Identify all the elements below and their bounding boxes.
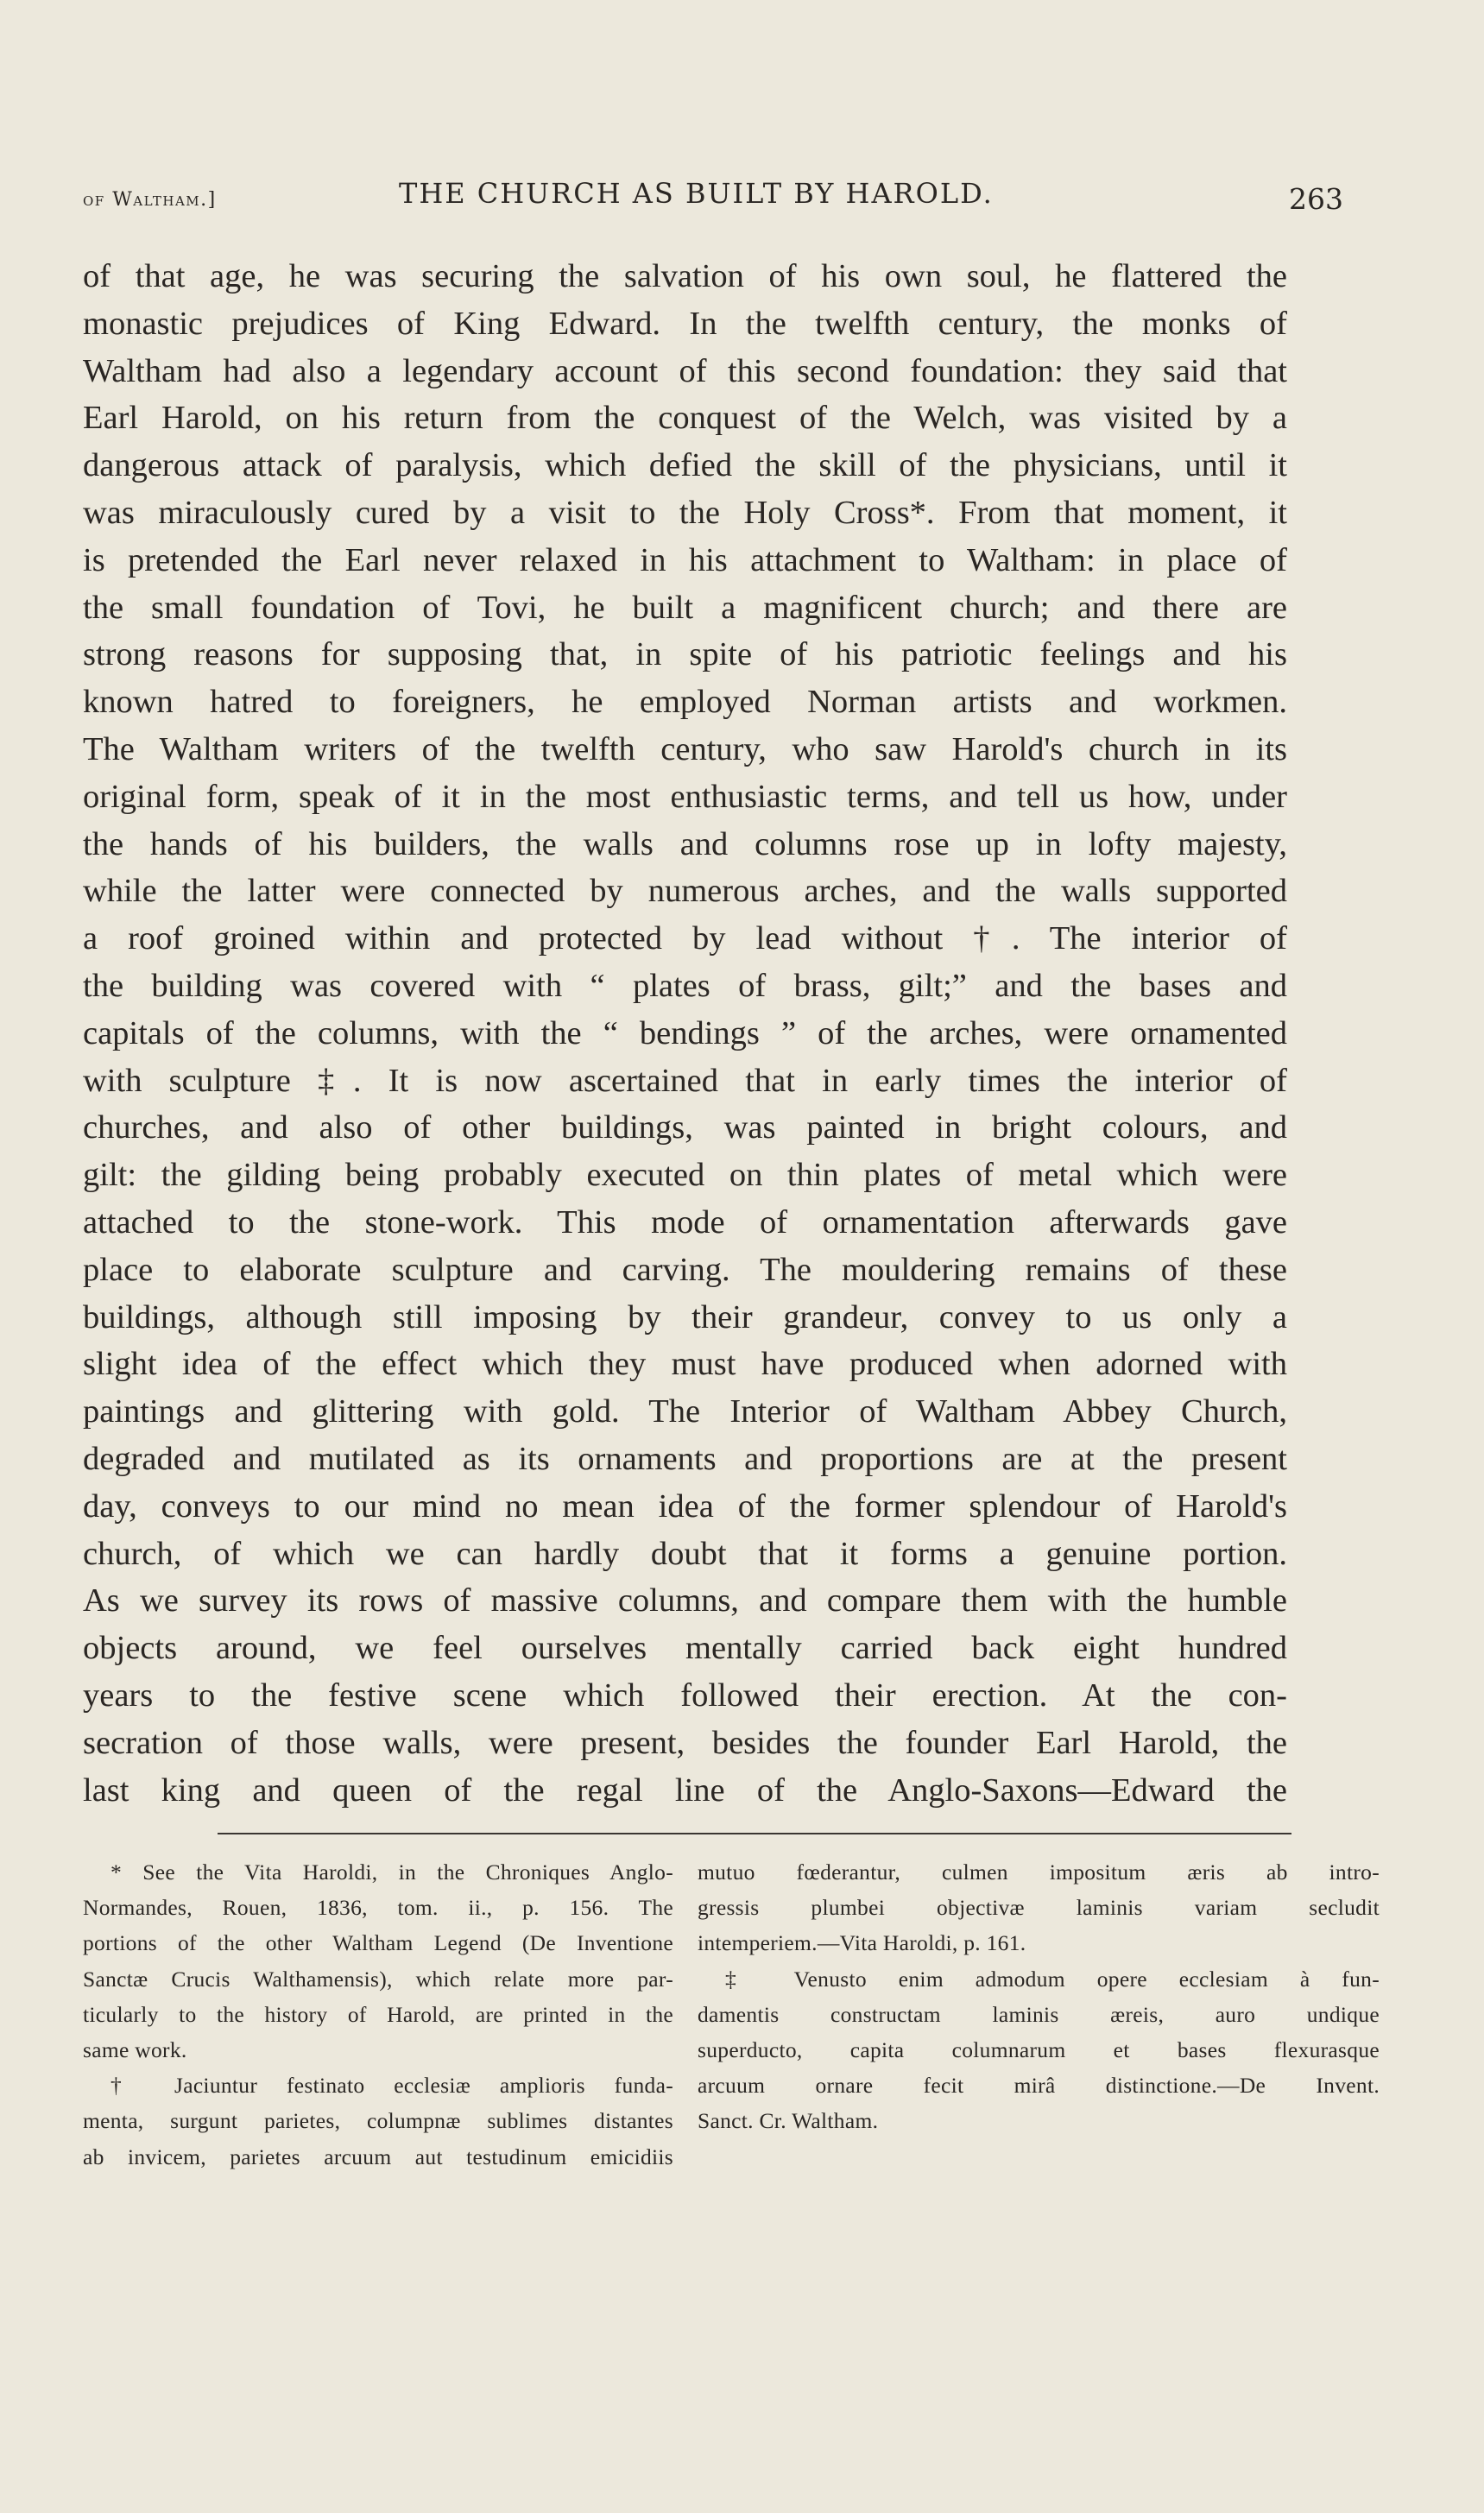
text-line: objects around, we feel ourselves mentally carried back eight hundred	[83, 1630, 1287, 1667]
text-line: known hatred to foreigners, he employed Norman artists and workmen.	[83, 684, 1287, 721]
footnote-line: arcuum ornare fecit mirâ distinctione.—De Invent.	[698, 2073, 1380, 2099]
text-line: last king and queen of the regal line of the Anglo-Saxons—Edward the	[83, 1771, 1287, 1809]
text-line: gilt: the gilding being probably executed on thin plates of metal which were	[83, 1157, 1287, 1194]
footnote-line: superducto, capita columnarum et bases flexurasque	[698, 2036, 1380, 2062]
running-head-title: THE CHURCH AS BUILT BY HAROLD.	[399, 177, 994, 210]
footnote-line: same work.	[83, 2036, 187, 2062]
footnote-line: gressis plumbei objectivæ laminis variam secludit	[698, 1895, 1380, 1921]
text-line: monastic prejudices of King Edward. In the twelfth century, the monks of	[83, 305, 1287, 342]
text-line: As we survey its rows of massive columns, and compare them with the humble	[83, 1582, 1287, 1620]
text-line: church, of which we can hardly doubt that it forms a genuine portion.	[83, 1535, 1287, 1572]
text-line: original form, speak of it in the most enthusiastic terms, and tell us how, under	[83, 778, 1287, 815]
text-line: capitals of the columns, with the “ bendings ” of the arches, were ornamented	[83, 1014, 1287, 1051]
text-line: buildings, although still imposing by their grandeur, convey to us only a	[83, 1298, 1287, 1335]
body-text	[83, 253, 1287, 1814]
text-line: secration of those walls, were present, besides the founder Earl Harold, the	[83, 1724, 1287, 1761]
text-line: with sculpture ‡. It is now ascertained that in early times the interior of	[83, 1062, 1287, 1099]
text-line: the building was covered with “ plates of brass, gilt;” and the bases and	[83, 967, 1287, 1004]
footnote-line: intemperiem.—Vita Haroldi, p. 161.	[698, 1930, 1026, 1956]
text-line: Earl Harold, on his return from the conquest of the Welch, was visited by a	[83, 400, 1287, 437]
footnote-line: ticularly to the history of Harold, are printed in the	[83, 2001, 673, 2027]
footnote-line: * See the Vita Haroldi, in the Chroniques Anglo-	[111, 1859, 673, 1885]
text-line: attached to the stone-work. This mode of ornamentation afterwards gave	[83, 1203, 1287, 1241]
running-head	[83, 177, 1343, 220]
text-line: while the latter were connected by numerous arches, and the walls supported	[83, 873, 1287, 910]
footnote-line: † Jaciuntur festinato ecclesiæ amplioris funda-	[111, 2073, 673, 2099]
text-line: degraded and mutilated as its ornaments and proportions are at the present	[83, 1440, 1287, 1477]
footnote-line: ‡ Venusto enim admodum opere ecclesiam à fun-	[725, 1966, 1380, 1992]
footnote-line: Sanctæ Crucis Walthamensis), which relate more par-	[83, 1966, 673, 1992]
footnote-line: ab invicem, parietes arcuum aut testudinum emicidiis	[83, 2144, 673, 2169]
text-line: a roof groined within and protected by lead without †. The interior of	[83, 920, 1287, 957]
text-line: the small foundation of Tovi, he built a magnificent church; and there are	[83, 589, 1287, 626]
text-line: churches, and also of other buildings, was painted in bright colours, and	[83, 1109, 1287, 1146]
text-line: Waltham had also a legendary account of this second foundation: they said that	[83, 352, 1287, 389]
footnotes-left-column	[83, 1854, 673, 2175]
footnote-line: Sanct. Cr. Waltham.	[698, 2108, 879, 2134]
footnote-rule	[218, 1833, 1291, 1834]
text-line: day, conveys to our mind no mean idea of the former splendour of Harold's	[83, 1487, 1287, 1525]
text-line: place to elaborate sculpture and carving. The mouldering remains of these	[83, 1251, 1287, 1288]
text-line: is pretended the Earl never relaxed in his attachment to Waltham: in place of	[83, 541, 1287, 578]
text-line: slight idea of the effect which they must have produced when adorned with	[83, 1346, 1287, 1383]
footnote-line: Normandes, Rouen, 1836, tom. ii., p. 156. The	[83, 1895, 673, 1921]
text-line: strong reasons for supposing that, in spite of his patriotic feelings and his	[83, 636, 1287, 673]
text-line: dangerous attack of paralysis, which defied the skill of the physicians, until it	[83, 447, 1287, 484]
footnote-line: damentis constructam laminis æreis, auro undique	[698, 2001, 1380, 2027]
footnote-line: menta, surgunt parietes, columpnæ sublimes distantes	[83, 2108, 673, 2134]
page-number: 263	[1289, 182, 1343, 216]
running-head-section: of Waltham.]	[83, 189, 217, 211]
text-line: of that age, he was securing the salvation of his own soul, he flattered the	[83, 258, 1287, 294]
footnotes-right-column	[698, 1854, 1380, 2139]
footnote-line: portions of the other Waltham Legend (De Inventione	[83, 1930, 673, 1956]
text-line: years to the festive scene which followed their erection. At the con-	[83, 1676, 1287, 1714]
text-line: paintings and glittering with gold. The Interior of Waltham Abbey Church,	[83, 1393, 1287, 1430]
text-line: was miraculously cured by a visit to the Holy Cross*. From that moment, it	[83, 494, 1287, 531]
footnote-line: mutuo fœderantur, culmen impositum æris ab intro-	[698, 1859, 1380, 1885]
text-line: The Waltham writers of the twelfth century, who saw Harold's church in its	[83, 730, 1287, 767]
text-line: the hands of his builders, the walls and columns rose up in lofty majesty,	[83, 825, 1287, 862]
